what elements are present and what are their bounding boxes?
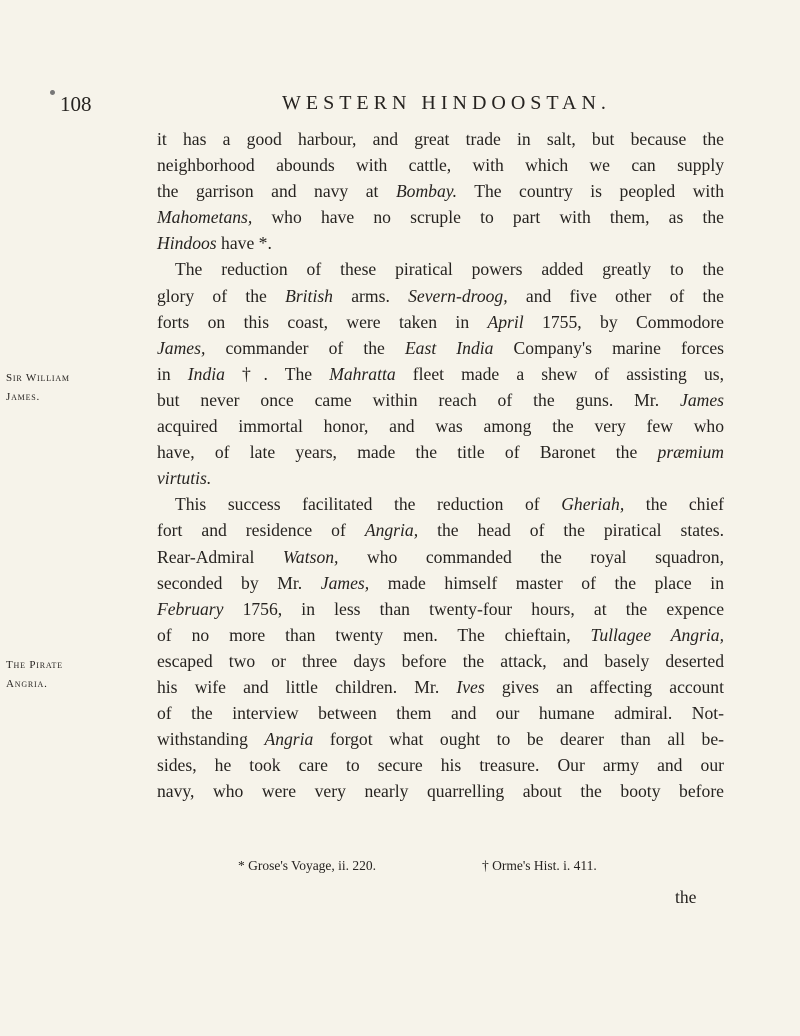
text-line: fort and residence of Angria, the head of the piratical states. xyxy=(157,520,724,541)
footnote-2: † Orme's Hist. i. 411. xyxy=(482,858,597,873)
running-title: WESTERN HINDOOSTAN. xyxy=(282,92,611,114)
footnote-1: * Grose's Voyage, ii. 220. xyxy=(238,858,377,873)
text-line: it has a good harbour, and great trade in salt, but because the xyxy=(157,129,724,149)
margin-note-line: James. xyxy=(6,391,41,403)
margin-note-line: Sir William xyxy=(6,372,70,384)
text-line: sides, he took care to secure his treasure. Our army and our xyxy=(157,755,724,776)
text-line: The reduction of these piratical powers added greatly to the xyxy=(175,259,724,280)
page-number: 108 xyxy=(60,92,92,116)
text-line: February 1756, in less than twenty-four hours, at the expence xyxy=(157,598,724,619)
text-line: have, of late years, made the title of Baronet the præmium xyxy=(157,442,724,463)
text-line: withstanding Angria forgot what ought to be dearer than all be- xyxy=(157,729,724,750)
margin-note-line: Angria. xyxy=(6,678,48,690)
text-line: virtutis. xyxy=(157,468,212,489)
text-line: in India †. The Mahratta fleet made a shew of assisting us, xyxy=(157,363,724,384)
text-line: his wife and little children. Mr. Ives gives an affecting account xyxy=(157,676,724,697)
text-line: acquired immortal honor, and was among the very few who xyxy=(157,416,724,437)
text-line: Hindoos have *. xyxy=(157,233,272,254)
running-head xyxy=(60,92,740,126)
text-line: of no more than twenty men. The chieftain, Tullagee Angria, xyxy=(157,624,724,645)
margin-note-sir-william-james xyxy=(6,369,70,407)
margin-note-line: The Pirate xyxy=(6,659,63,671)
text-line: forts on this coast, were taken in April 1755, by Commodore xyxy=(157,311,724,332)
text-line: of the interview between them and our humane admiral. Not- xyxy=(157,703,724,724)
text-line: neighborhood abounds with cattle, with which we can supply xyxy=(157,155,724,176)
text-line: Mahometans, who have no scruple to part with them, as the xyxy=(157,207,724,228)
text-line: seconded by Mr. James, made himself master of the place in xyxy=(157,572,724,593)
catchword: the xyxy=(675,887,697,907)
text-line: This success facilitated the reduction of Gheriah, the chief xyxy=(175,494,725,515)
text-line: the garrison and navy at Bombay. The country is peopled with xyxy=(157,181,724,202)
text-line: Rear-Admiral Watson, who commanded the royal squadron, xyxy=(157,546,724,567)
text-line: but never once came within reach of the guns. Mr. James xyxy=(157,389,724,410)
body-text xyxy=(157,126,724,804)
text-line: escaped two or three days before the attack, and basely deserted xyxy=(157,650,724,671)
text-line: glory of the British arms. Severn-droog, and five other of the xyxy=(157,285,724,306)
scan-speck xyxy=(50,90,55,95)
margin-note-pirate-angria xyxy=(6,656,63,694)
text-line: James, commander of the East India Company's marine forces xyxy=(157,337,724,358)
text-line: navy, who were very nearly quarrelling about the booty before xyxy=(157,781,724,802)
